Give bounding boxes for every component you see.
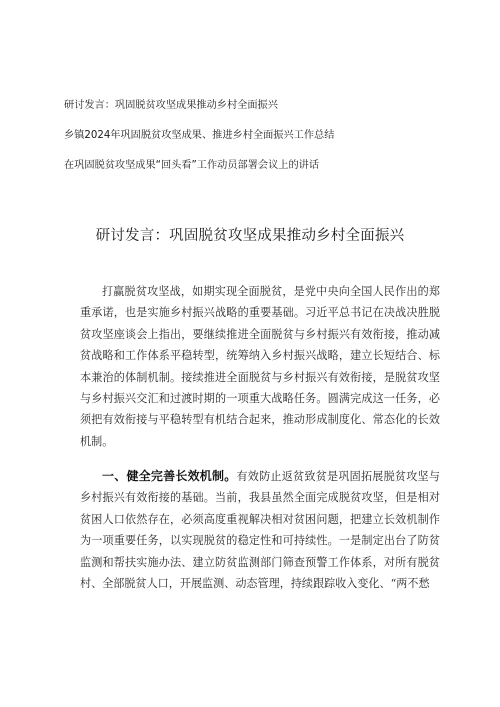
article-title: 研讨发言：巩固脱贫攻坚成果推动乡村全面振兴: [95, 228, 405, 244]
section-text: 有效防止返贫致贫是巩固拓展脱贫攻坚与乡村振兴有效衔接的基础。当前，我县虽然全面完成脱贫攻坚，但是相对贫困人口依然存在，必须高度重视解决相对贫困问题，把建立长效机制作为一项重要任务，以实现脱贫的稳定性和可持续性。一是制定出台了防贫监测和帮扶实施办法、建立防贫监测部门筛查预警工作体系，对所有脱贫村、全部脱贫人口，开展监测、动态管理，持续跟踪收入变化、“两不愁: [80, 470, 440, 591]
toc-item[interactable]: 研讨发言：巩固脱贫攻坚成果推动乡村全面振兴: [64, 100, 278, 111]
toc-item[interactable]: 乡镇2024年巩固脱贫攻坚成果、推进乡村全面振兴工作总结: [64, 130, 335, 141]
section-heading: 一、健全完善长效机制。: [102, 469, 237, 483]
table-of-contents: [64, 99, 444, 189]
toc-item[interactable]: 在巩固脱贫攻坚成果“回头看”工作动员部署会议上的讲话: [64, 160, 320, 171]
article-section-paragraph: [80, 466, 440, 594]
article-paragraph: 打赢脱贫攻坚战，如期实现全面脱贫，是党中央向全国人民作出的郑重承诺，也是实施乡村振兴战略的重要基础。习近平总书记在决战决胜脱贫攻坚座谈会上指出，要继续推进全面脱贫与乡村振兴有效衔接，推动减贫战略和工作体系平稳转型，统筹纳入乡村振兴战略，建立长短结合、标本兼治的体制机制。接续推进全面脱贫与乡村振兴有效衔接，是脱贫攻坚与乡村振兴交汇和过渡时期的一项重大战略任务。圆满完成这一任务，必须把有效衔接与平稳转型有机结合起来，推动形成制度化、常态化的长效机制。: [80, 285, 440, 448]
